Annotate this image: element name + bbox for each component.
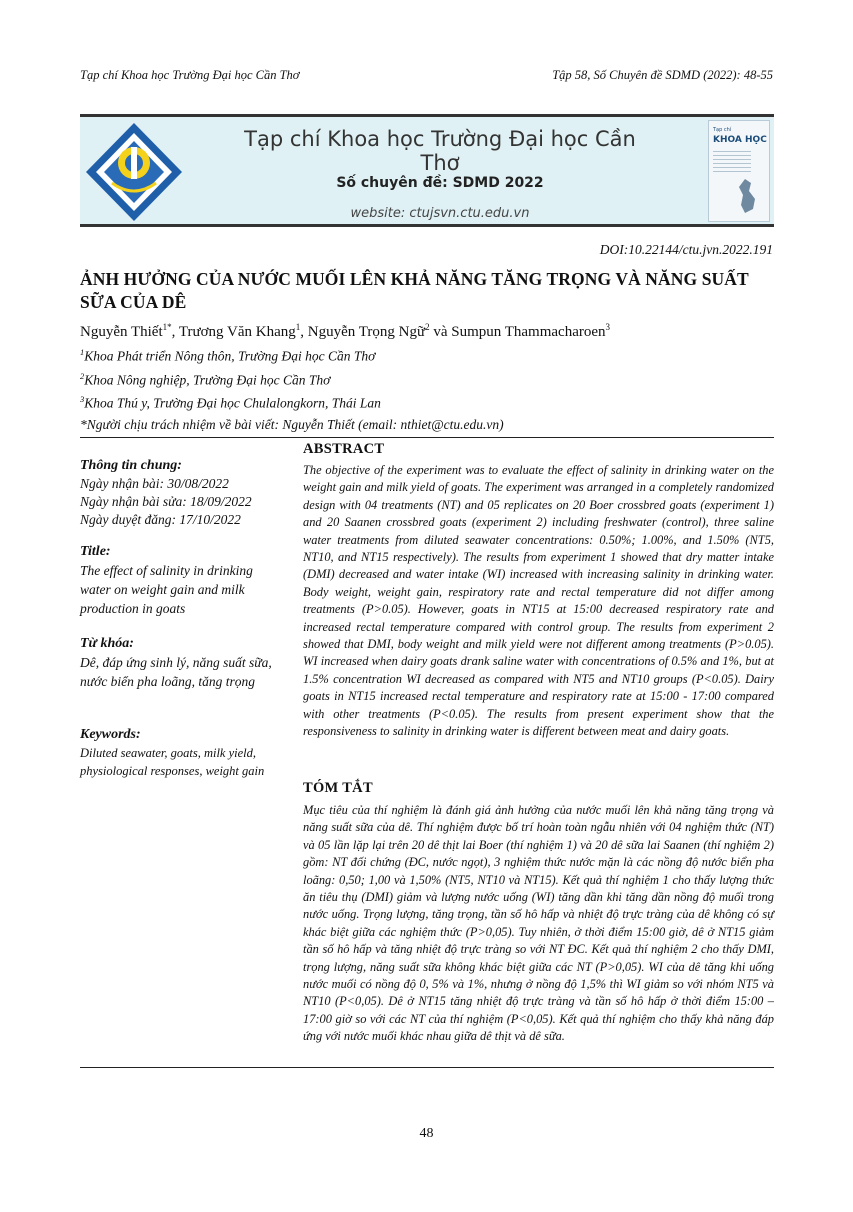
thumb-title: KHOA HỌC xyxy=(713,135,767,145)
author: Nguyễn Trọng Ngữ xyxy=(307,324,426,340)
tomtat-text: Mục tiêu của thí nghiệm là đánh giá ảnh hưởng của nước muối lên khả năng tăng trọng và năng suất sữa của dê. Thí nghiệm được bố trí hoàn toàn ngẫu nhiên với 04 nghiệm thức (NT) và 05 lần lặp lại trên 20 dê thịt lai Boer (thí nghiệm 1) và 20 dê sữa lai Saanen (thí nghiệm 2) gồm: NT đối chứng (ĐC, nước ngọt), 3 nghiệm thức nước mặn là các nồng độ nước biển pha loãng: 0,50; 1,00 và 1,50% (NT5, NT10 và NT15). Kết quả thí nghiệm 1 cho thấy lượng thức ăn tiêu thụ (DMI) giảm và lượng nước uống (WI) tăng dần khi tăng dần nồng độ muối trong nước uống. Trọng lượng, tăng trọng, tần số hô hấp và nhiệt độ trực tràng của dê không có sự khác biệt giữa các nghiệm thức (P>0,05). Tuy nhiên, ở thời điểm 15:00 giờ, dê ở NT15 giảm tần số hô hấp và tăng nhiệt độ trực tràng so với NT ĐC. Kết quả thí nghiệm 2 cho thấy DMI, trọng lượng, năng suất sữa không khác biệt giữa các NT (P>0,05). WI của dê tăng khi uống nước muối có nồng độ 0, 5% và 1%, nhưng ở nồng độ 1,5% thì WI giảm so với nhóm NT5 và NT10 (P<0,05). Dê ở NT15 tăng nhiệt độ trực tràng và tần số hô hấp ở thời điểm 15:00 – 17:00 giờ so với các NT của thí nghiệm (P<0,05). Kết quả thí nghiệm cho thấy khả năng đáp ứng với nước muối khác nhau giữa dê thịt và dê sữa. xyxy=(303,803,774,1044)
sidebar-title xyxy=(80,544,280,618)
page-number: 48 xyxy=(419,1126,434,1141)
affiliation xyxy=(80,371,330,389)
sidebar-keywords xyxy=(80,727,280,780)
author-sep: và xyxy=(429,324,452,340)
article-title: ẢNH HƯỞNG CỦA NƯỚC MUỐI LÊN KHẢ NĂNG TĂNG TRỌNG VÀ NĂNG SUẤT SỮA CỦA DÊ xyxy=(80,269,749,312)
abstract-heading: ABSTRACT xyxy=(303,441,385,457)
tukhoa-text: Dê, đáp ứng sinh lý, năng suất sữa, nước biển pha loãng, tăng trọng xyxy=(80,655,272,689)
english-title: The effect of salinity in drinking water on weight gain and milk production in goats xyxy=(80,563,253,616)
date-accepted: Ngày duyệt đăng: 17/10/2022 xyxy=(80,512,241,527)
thumb-text-lines xyxy=(713,151,751,173)
author: Trương Văn Khang xyxy=(178,324,296,340)
running-header-journal: Tạp chí Khoa học Trường Đại học Cần Thơ xyxy=(80,68,300,82)
abstract-text: The objective of the experiment was to evaluate the effect of salinity in drinking water on the weight gain and milk yield of goats. The experiment was arranged in a completely randomized design with 04 treatments (NT) and 05 replicates on 20 Boer crossbred goats (experiment 1) and 20 Saanen crossbred goats (experiment 2) including freshwater (control), three saline water treatments from diluted seawater concentrations: 0.50%; 1.00%, and 1.50% (NT5, NT10, and NT15 respectively). The results from experiment 1 showed that dry matter intake (DMI) decreased and water intake (WI) increased with increasing salinity in drinking water. Body weight, weight gain, respiratory rate and rectal temperature did not differ among treatments (P>0.05). However, goats in NT15 at 15:00 decreased respiratory rate and increased rectal temperature compared with control group. The results from experiment 2 showed that DMI, body weight and milk yield were not different among treatments (P>0.05). WI increased when dairy goats drank saline water with concentrations of 0.5% and 1%, but at 1.5% concentration WI decreased as compared with NT5 and NT10 groups (P<0.05). Dairy goats in NT15 increased rectal temperature and respiratory rate at 15:00 - 17:00 compared with other treatments (P<0.05). The results from present experiment show that the responsiveness to salinity in drinking water is different between meat and dairy goats. xyxy=(303,463,774,739)
tomtat-heading: TÓM TẮT xyxy=(303,780,373,796)
author-sep: , xyxy=(300,324,308,340)
map-icon xyxy=(731,177,763,215)
affiliation-sup: 1 xyxy=(80,347,85,357)
author-sup: 2 xyxy=(425,322,430,332)
divider-top xyxy=(80,437,774,438)
sidebar-tukhoa xyxy=(80,636,280,691)
doi: DOI:10.22144/ctu.jvn.2022.191 xyxy=(599,242,773,257)
sidebar-info xyxy=(80,458,280,529)
banner-website: website: ctujsvn.ctu.edu.vn xyxy=(350,206,530,221)
divider-bottom xyxy=(80,1067,774,1068)
journal-banner xyxy=(80,114,774,227)
affiliation-text: Khoa Phát triển Nông thôn, Trường Đại học Cần Thơ xyxy=(84,348,376,364)
university-logo xyxy=(82,121,186,223)
affiliation-sup: 3 xyxy=(80,394,85,404)
banner-special-issue: Số chuyên đề: SDMD 2022 xyxy=(336,175,544,191)
date-received: Ngày nhận bài: 30/08/2022 xyxy=(80,476,229,491)
info-heading: Thông tin chung: xyxy=(80,458,182,473)
affiliation-sup: 2 xyxy=(80,371,85,381)
tukhoa-heading: Từ khóa: xyxy=(80,636,134,651)
corresponding-author: *Người chịu trách nhiệm về bài viết: Nguyễn Thiết (email: nthiet@ctu.edu.vn) xyxy=(80,417,504,432)
author-sep: , xyxy=(171,324,179,340)
affiliation-text: Khoa Nông nghiệp, Trường Đại học Cần Thơ xyxy=(84,372,331,388)
affiliation-text: Khoa Thú y, Trường Đại học Chulalongkorn, Thái Lan xyxy=(84,395,381,411)
keywords-text: Diluted seawater, goats, milk yield, physiological responses, weight gain xyxy=(80,746,265,778)
affiliation xyxy=(80,347,375,365)
keywords-heading: Keywords: xyxy=(80,727,141,742)
running-header-issue: Tập 58, Số Chuyên đề SDMD (2022): 48-55 xyxy=(552,68,773,82)
author-sup: 1 xyxy=(295,322,301,332)
author-sup: 3 xyxy=(605,322,611,332)
banner-journal-title: Tạp chí Khoa học Trường Đại học Cần Thơ xyxy=(244,127,636,175)
author-list xyxy=(80,322,610,341)
title-heading: Title: xyxy=(80,544,111,559)
author-sup: 1* xyxy=(162,322,172,332)
thumb-small-text: Tạp chí xyxy=(713,127,732,133)
author: Sumpun Thammacharoen xyxy=(451,324,606,340)
date-revised: Ngày nhận bài sửa: 18/09/2022 xyxy=(80,494,252,509)
affiliation xyxy=(80,394,381,412)
journal-cover-thumbnail xyxy=(708,120,770,222)
author: Nguyễn Thiết xyxy=(80,324,163,340)
